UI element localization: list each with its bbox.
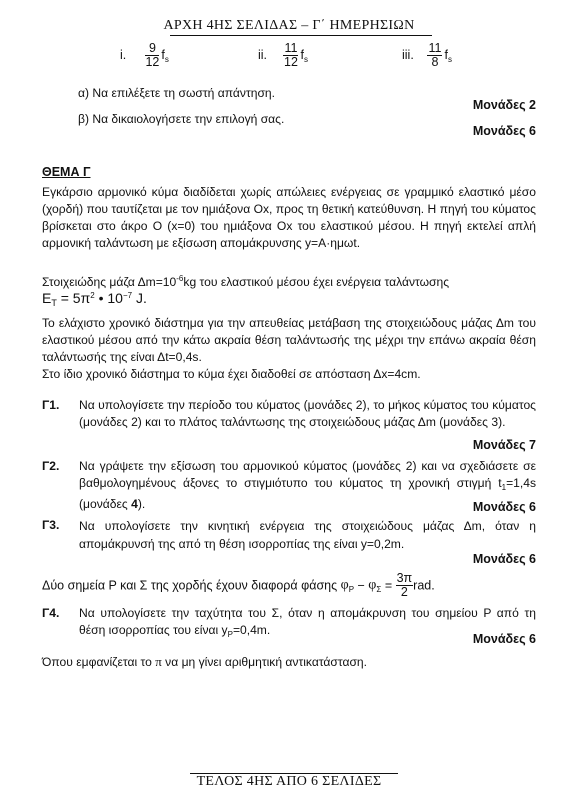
g1-marks: Μονάδες 7	[472, 438, 536, 452]
y-subscript: P	[227, 629, 233, 639]
phase-unit: rad.	[413, 578, 435, 593]
g3-marks: Μονάδες 6	[472, 552, 536, 566]
freq-subscript: s	[164, 54, 169, 64]
page-header: ΑΡΧΗ 4ΗΣ ΣΕΛΙΔΑΣ – Γ΄ ΗΜΕΡΗΣΙΩΝ	[163, 18, 415, 33]
choice-i	[120, 42, 169, 69]
choice-iii	[402, 42, 452, 69]
pi-symbol: π	[155, 654, 162, 669]
section-title: ΘΕΜΑ Γ	[42, 165, 91, 179]
question-text-bold: 4	[131, 497, 138, 511]
mass-text: Στοιχειώδης μάζα Δm=10	[42, 275, 177, 289]
freq-symbol: f	[300, 47, 304, 62]
time-subscript: 1	[501, 482, 507, 492]
phi-p-sub: Ρ	[348, 584, 355, 594]
mass-exponent: -6	[176, 274, 184, 283]
question-text: Να υπολογίσετε την περίοδο του κύματος (μονάδες 2), το μήκος κύματος του κύματος (μονάδες 2) και το πλάτος ταλάντωσης της στοιχειώδους μάζας Δm (μονάδες 3).	[79, 398, 536, 429]
phase-fraction	[396, 572, 414, 599]
phi-p: φ	[340, 577, 349, 593]
part-b-marks: Μονάδες 6	[472, 124, 536, 138]
energy-mid: • 10	[94, 290, 123, 306]
denominator: 12	[145, 55, 160, 69]
freq-subscript: s	[303, 54, 308, 64]
phase-text: Δύο σημεία Ρ και Σ της χορδής έχουν διαφορά φάσης	[42, 578, 341, 593]
intro-paragraph: Εγκάρσιο αρμονικό κύμα διαδίδεται χωρίς απώλειες ενέργειας σε γραμμικό ελαστικό μέσο (χορδή) που ταυτίζεται με τον ημιάξονα Οx, προς τη θετική κατεύθυνση. Η πηγή του κύματος βρίσκεται στο άκρο Ο (x=0) του ημιάξονα Οx του ελαστικού μέσου. Η πηγή εκτελεί απλή αρμονική ταλάντωση με εξίσωση απομάκρυνσης y=A·ημωt.	[42, 185, 536, 250]
phi-s: φ	[368, 577, 377, 593]
question-g3	[42, 517, 536, 553]
numerator: 9	[145, 42, 159, 56]
part-a-marks: Μονάδες 2	[472, 98, 536, 112]
energy-symbol: E	[42, 290, 52, 306]
question-text-b: =0,4m.	[232, 622, 271, 637]
freq-symbol: f	[161, 47, 165, 62]
question-g4	[42, 605, 536, 643]
part-b-text: β) Να δικαιολογήσετε την επιλογή σας.	[78, 112, 285, 126]
question-text-a: Να υπολογίσετε την ταχύτητα του Σ, όταν η απομάκρυνση του σημείου Ρ από τη θέση ισορροπίας του είναι y	[79, 606, 536, 637]
phase-line	[42, 572, 435, 599]
energy-eq: = 5π	[56, 290, 91, 306]
energy-subscript: T	[51, 298, 57, 308]
question-text	[79, 605, 536, 643]
freq-symbol: f	[444, 47, 448, 62]
denominator: 12	[284, 55, 298, 69]
question-text	[79, 458, 536, 513]
time-paragraph: Το ελάχιστο χρονικό διάστημα για την απευθείας μετάβαση της στοιχειώδους μάζας Δm του ελαστικού μέσου από την κάτω ακραία θέση ταλάντωσής της μέχρι την επάνω ακραία θέση ταλάντωσής της είναι Δt=0,4s.	[42, 316, 536, 364]
mass-line	[42, 270, 536, 291]
note-text-rest: να μη γίνει αριθμητική αντικατάσταση.	[161, 655, 368, 669]
question-tag: Γ2.	[42, 459, 60, 473]
energy-unit: J.	[132, 290, 147, 306]
question-g1	[42, 397, 536, 430]
choice-label: ii.	[258, 47, 268, 62]
question-tag: Γ3.	[42, 518, 60, 532]
question-tag: Γ4.	[42, 606, 60, 620]
choice-label: i.	[120, 47, 127, 62]
fraction	[283, 42, 298, 69]
question-text-b: =1,4s (μονάδες	[79, 475, 536, 511]
header-underline	[170, 35, 432, 36]
question-text-c: ).	[137, 497, 146, 511]
g2-marks: Μονάδες 6	[472, 500, 536, 514]
numerator: 3π	[396, 571, 413, 585]
energy-exponent: −7	[122, 291, 133, 300]
note-text: Όπου εμφανίζεται το	[42, 655, 156, 669]
phi-s-sub: Σ	[376, 584, 382, 594]
choice-label: iii.	[402, 47, 414, 62]
part-a-text: α) Να επιλέξετε τη σωστή απάντηση.	[78, 86, 276, 100]
mass-text-rest: kg του ελαστικού μέσου έχει ενέργεια ταλάντωσης	[183, 275, 450, 289]
fraction	[145, 42, 159, 69]
note-line	[42, 654, 367, 670]
fraction	[427, 42, 442, 69]
question-text: Να υπολογίσετε την κινητική ενέργεια της στοιχειώδους μάζας Δm, όταν η απομάκρυνσή της από τη θέση ισορροπίας της είναι y=0,2m.	[79, 519, 536, 551]
minus-sign: −	[354, 578, 369, 593]
denominator: 8	[431, 55, 439, 69]
page-footer: ΤΕΛΟΣ 4ΗΣ ΑΠΟ 6 ΣΕΛΙΔΕΣ	[196, 774, 382, 789]
choice-ii	[258, 42, 308, 69]
question-g2	[42, 458, 536, 513]
energy-formula	[42, 290, 147, 308]
g4-marks: Μονάδες 6	[472, 632, 536, 646]
numerator: 11	[284, 41, 298, 55]
question-tag: Γ1.	[42, 398, 60, 412]
denominator: 2	[400, 585, 408, 599]
question-text-a: Να γράψετε την εξίσωση του αρμονικού κύματος (μονάδες 2) και να σχεδιάσετε σε βαθμολογημένους άξονες το στιγμιότυπο του κύματος τη χρονική στιγμή t	[79, 459, 536, 490]
energy-square: 2	[90, 291, 95, 300]
equals-sign: =	[381, 578, 396, 593]
numerator: 11	[428, 41, 442, 55]
distance-paragraph: Στο ίδιο χρονικό διάστημα το κύμα έχει διαδοθεί σε απόσταση Δx=4cm.	[42, 367, 421, 381]
freq-subscript: s	[447, 54, 452, 64]
